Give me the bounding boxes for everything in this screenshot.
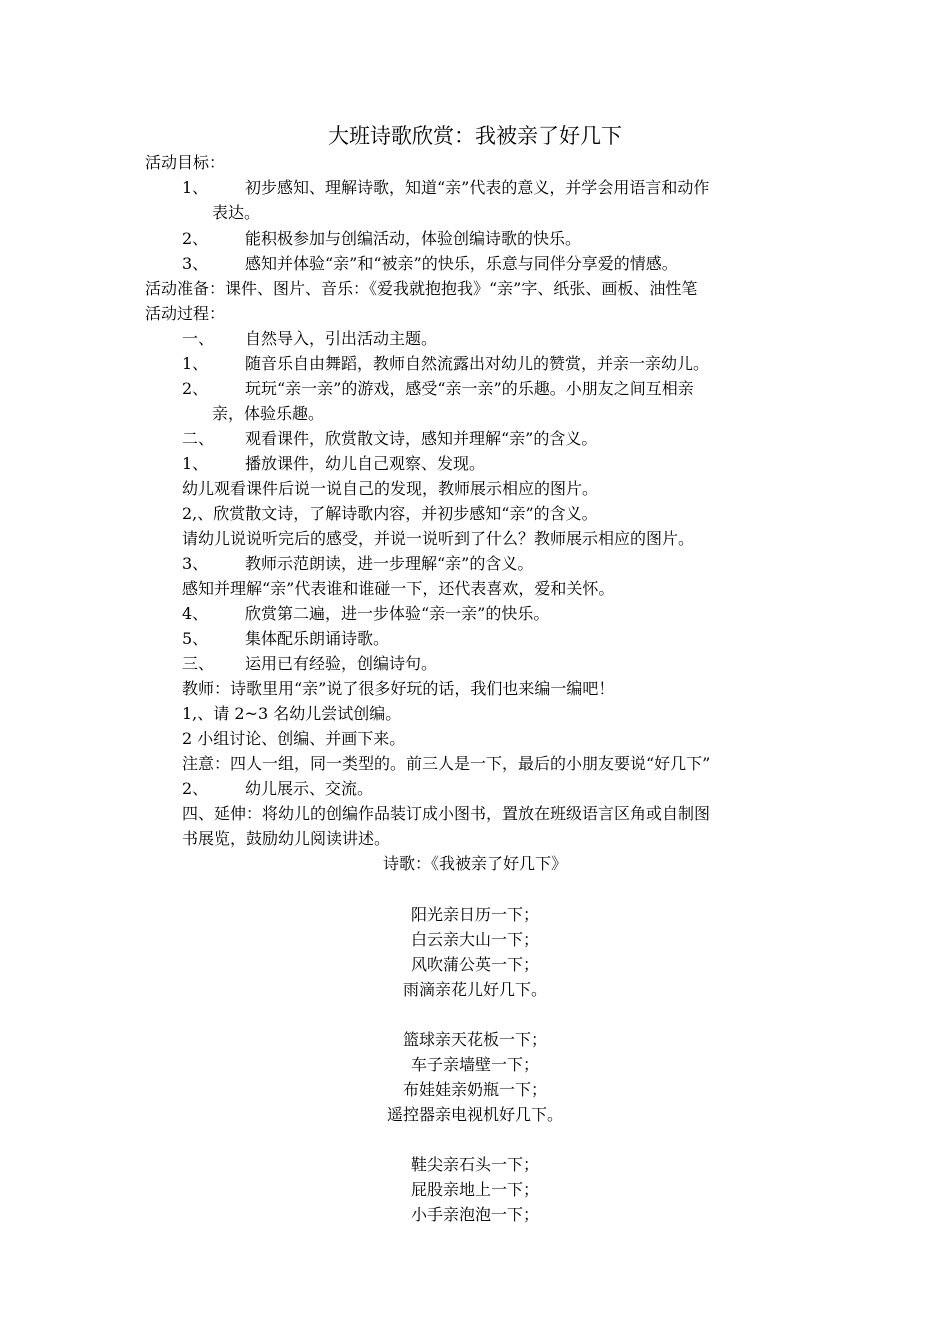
poem-title: 诗歌：《我被亲了好几下》 — [382, 854, 567, 873]
page-title: 大班诗歌欣赏：我被亲了好几下 — [328, 124, 622, 148]
goal-3-text: 感知并体验“亲”和“被亲”的快乐，乐意与同伴分享爱的情感。 — [245, 254, 678, 273]
step-2-1-text: 播放课件，幼儿自己观察、发现。 — [245, 454, 486, 473]
step-3-3-number: 2、 — [182, 779, 209, 798]
poem-line: 遥控器亲电视机好几下。 — [386, 1105, 563, 1124]
poem-line: 风吹蒲公英一下； — [410, 955, 539, 974]
poem-line: 阳光亲日历一下； — [410, 905, 539, 924]
step-2-5-number: 5、 — [182, 629, 209, 648]
step-2-3-note: 感知并理解“亲”代表谁和谁碰一下，还代表喜欢，爱和关怀。 — [182, 579, 615, 598]
poem-line: 白云亲大山一下； — [410, 930, 539, 949]
step-1-1-number: 1、 — [182, 354, 209, 373]
section-3-teacher-line: 教师：诗歌里用“亲”说了很多好玩的话，我们也来编一编吧！ — [182, 679, 615, 698]
poem-line: 车子亲墙壁一下； — [410, 1055, 539, 1074]
poem-line: 篮球亲天花板一下； — [402, 1030, 547, 1049]
section-4-text-continued: 书展览，鼓励幼儿阅读讲述。 — [182, 829, 391, 848]
step-2-2-note: 请幼儿说说听完后的感受，并说一说听到了什么？教师展示相应的图片。 — [182, 529, 695, 548]
poem-line: 小手亲泡泡一下； — [410, 1205, 539, 1224]
step-2-1-note: 幼儿观看课件后说一说自己的发现，教师展示相应的图片。 — [182, 479, 599, 498]
step-2-4-text: 欣赏第二遍，进一步体验“亲一亲”的快乐。 — [245, 604, 550, 623]
section-3-number: 三、 — [182, 654, 215, 673]
section-4-text: 四、延伸：将幼儿的创编作品装订成小图书，置放在班级语言区角或自制图 — [182, 804, 711, 823]
step-2-3-number: 3、 — [182, 554, 209, 573]
step-2-4-number: 4、 — [182, 604, 209, 623]
poem-line: 布娃娃亲奶瓶一下； — [402, 1080, 547, 1099]
step-2-5-text: 集体配乐朗诵诗歌。 — [245, 629, 390, 648]
process-heading: 活动过程： — [145, 304, 226, 323]
goal-1-text-continued: 表达。 — [212, 203, 261, 222]
step-3-3-text: 幼儿展示、交流。 — [245, 779, 374, 798]
goal-1-number: 1、 — [182, 178, 209, 197]
step-1-2-number: 2、 — [182, 379, 209, 398]
step-3-note: 注意：四人一组，同一类型的。前三人是一下，最后的小朋友要说“好几下” — [182, 754, 711, 773]
section-1-text: 自然导入，引出活动主题。 — [245, 329, 438, 348]
step-2-3-text: 教师示范朗读，进一步理解“亲”的含义。 — [245, 554, 534, 573]
step-1-1-text: 随音乐自由舞蹈，教师自然流露出对幼儿的赞赏，并亲一亲幼儿。 — [245, 354, 710, 373]
step-3-1-text: 1,、请 2~3 名幼儿尝试创编。 — [182, 704, 402, 723]
section-2-text: 观看课件，欣赏散文诗，感知并理解“亲”的含义。 — [245, 429, 598, 448]
poem-line: 屁股亲地上一下； — [410, 1180, 539, 1199]
section-1-number: 一、 — [182, 329, 215, 348]
goal-3-number: 3、 — [182, 254, 209, 273]
step-2-1-number: 1、 — [182, 454, 209, 473]
poem-line: 雨滴亲花儿好几下。 — [402, 980, 547, 999]
goal-2-number: 2、 — [182, 229, 209, 248]
goal-2-text: 能积极参加与创编活动，体验创编诗歌的快乐。 — [245, 229, 582, 248]
preparation-line: 活动准备：课件、图片、音乐：《爱我就抱抱我》“亲”字、纸张、画板、油性笔 — [145, 279, 698, 298]
step-2-2-text: 2,、欣赏散文诗，了解诗歌内容，并初步感知“亲”的含义。 — [182, 504, 598, 523]
goals-heading: 活动目标： — [145, 153, 226, 172]
poem-line: 鞋尖亲石头一下； — [410, 1155, 539, 1174]
step-1-2-text: 玩玩“亲一亲”的游戏，感受“亲一亲”的乐趣。小朋友之间互相亲 — [245, 379, 694, 398]
section-2-number: 二、 — [182, 429, 215, 448]
goal-1-text: 初步感知、理解诗歌，知道“亲”代表的意义，并学会用语言和动作 — [245, 178, 710, 197]
section-3-text: 运用已有经验，创编诗句。 — [245, 654, 438, 673]
step-3-2-text: 2 小组讨论、创编、并画下来。 — [182, 729, 406, 748]
step-1-2-text-continued: 亲，体验乐趣。 — [212, 404, 325, 423]
